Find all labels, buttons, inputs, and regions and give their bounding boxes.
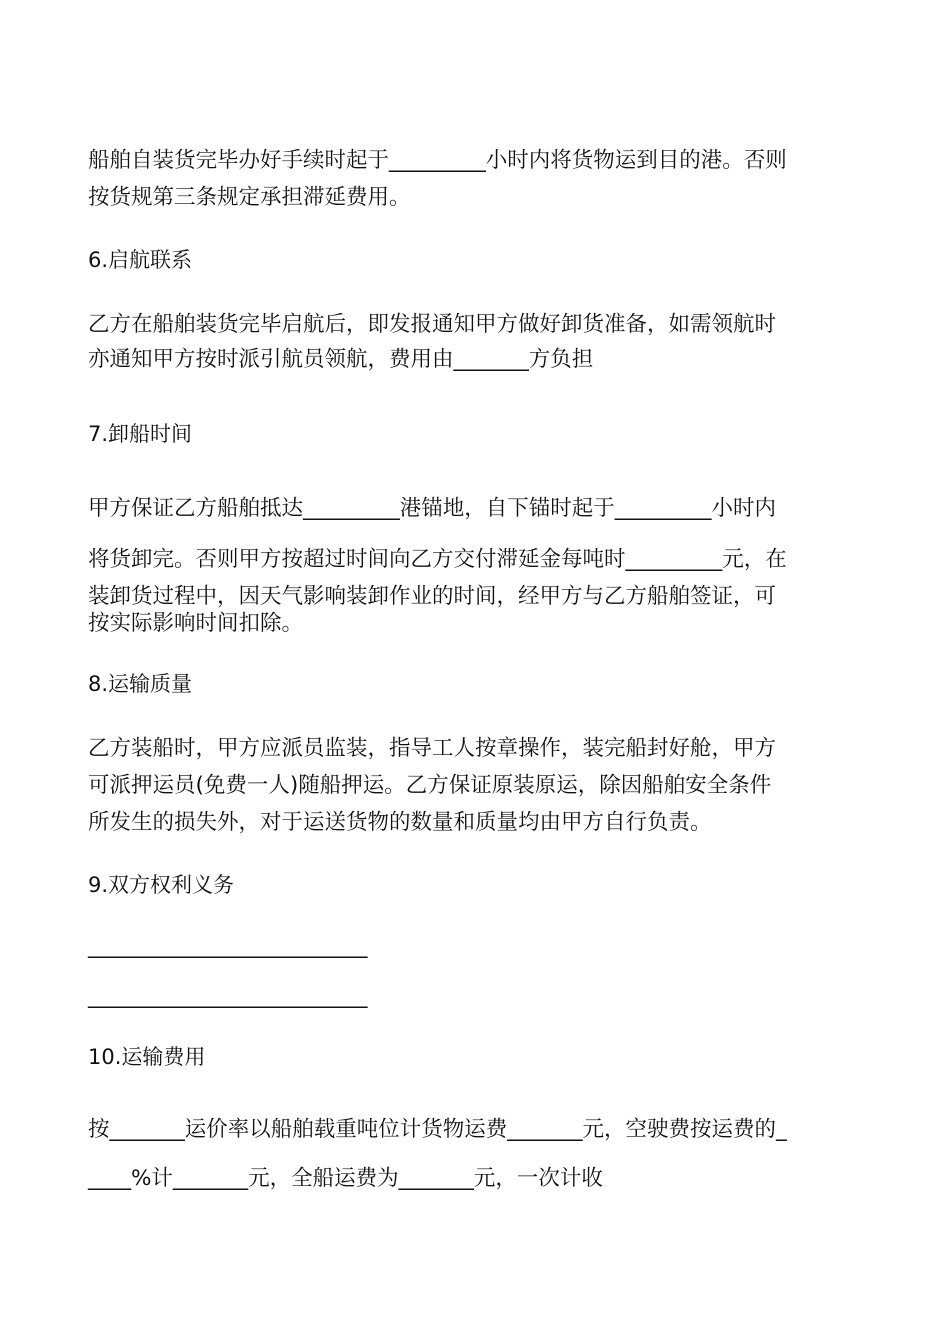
paragraph-line: 按实际影响时间扣除。 [88, 611, 304, 636]
paragraph-line: 按货规第三条规定承担滞延费用。 [88, 185, 411, 210]
blank-line: __________________________ [88, 934, 368, 959]
section-heading: 7.卸船时间 [88, 422, 193, 446]
paragraph-line: 将货卸完。否则甲方按超过时间向乙方交付滞延金每吨时_________元，在 [88, 547, 787, 572]
paragraph-line: 按_______运价率以船舶载重吨位计货物运费_______元，空驶费按运费的_ [88, 1117, 787, 1142]
blank-line: __________________________ [88, 984, 368, 1009]
paragraph-line: 亦通知甲方按时派引航员领航，费用由_______方负担 [88, 347, 594, 372]
section-heading: 6.启航联系 [88, 248, 193, 272]
paragraph-line: 甲方保证乙方船舶抵达_________港锚地，自下锚时起于_________小时内 [88, 496, 777, 521]
section-heading: 8.运输质量 [88, 672, 193, 696]
paragraph-line: 乙方装船时，甲方应派员监装，指导工人按章操作，装完船封好舱，甲方 [88, 736, 777, 761]
section-heading: 10.运输费用 [88, 1045, 206, 1069]
paragraph-line: ____%计_______元，全船运费为_______元，一次计收 [88, 1166, 603, 1191]
section-heading: 9.双方权利义务 [88, 873, 235, 897]
paragraph-line: 所发生的损失外，对于运送货物的数量和质量均由甲方自行负责。 [88, 810, 712, 835]
paragraph-line: 船舶自装货完毕办好手续时起于_________小时内将货物运到目的港。否则 [88, 148, 787, 173]
paragraph-line: 可派押运员(免费一人)随船押运。乙方保证原装原运，除因船舶安全条件 [88, 773, 772, 798]
paragraph-line: 乙方在船舶装货完毕启航后，即发报通知甲方做好卸货准备，如需领航时 [88, 312, 777, 337]
paragraph-line: 装卸货过程中，因天气影响装卸作业的时间，经甲方与乙方船舶签证，可 [88, 584, 777, 609]
